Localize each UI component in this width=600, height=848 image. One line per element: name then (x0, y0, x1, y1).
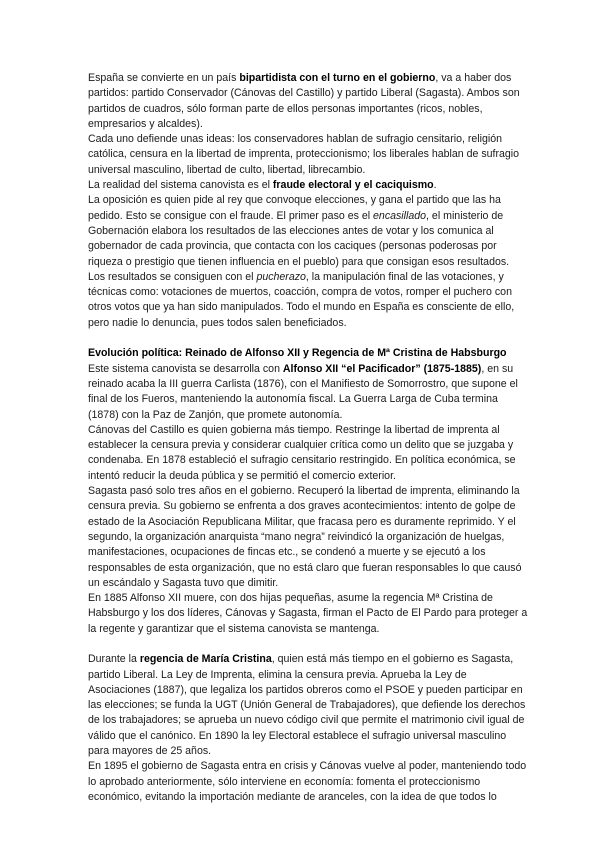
bold-alfonso: Alfonso XII “el Pacificador” (1875-1885) (282, 362, 482, 375)
paragraph-alfonso-xii: Este sistema canovista se desarrolla con Alfonso XII “el Pacificador” (1875-1885), en su reinado acaba la III guerra Carlista (1876), con el Manifiesto de Somorrostro, que supone el final de los Fueros, manteniendo la autonomía fiscal. La Guerra Larga de Cuba termina (1878) con la Paz de Zanjón, que promete autonomía. (88, 362, 518, 421)
italic-encasillado: encasillado (373, 209, 427, 222)
paragraph-ideas: Cada uno defiende unas ideas: los conservadores hablan de sufragio censitario, religión católica, censura en la libertad de imprenta, proteccionismo; los liberales hablan de sufragio universal masculino, libertad de culto, libertad, librecambio. (88, 133, 520, 176)
section-heading: Evolución política: Reinado de Alfonso XII y Regencia de Mª Cristina de Habsburgo (88, 347, 507, 360)
italic-pucherazo: pucherazo (256, 270, 306, 283)
spacer (88, 637, 528, 652)
spacer (88, 331, 528, 346)
paragraph-1885: En 1885 Alfonso XII muere, con dos hijas pequeñas, asume la regencia Mª Cristina de Habsburgo y los dos líderes, Cánovas y Sagasta, firman el Pacto de El Pardo para proteger a la regente y garantizar que el sistema canovista se mantenga. (88, 592, 528, 635)
paragraph-sagasta: Sagasta pasó solo tres años en el gobierno. Recuperó la libertad de imprenta, eliminando la censura previa. Su gobierno se enfrenta a dos graves acontecimientos: intento de golpe de estado de la Asociación Republicana Militar, que fracasa pero es duramente reprimido. Y el segundo, la organización anarquista “mano negra” reivindicó la organización de huelgas, manifestaciones, ocupaciones de fincas etc., se condenó a muerte y se ejecutó a los responsables de esta organización, que no está claro que fueran responsables lo que causó un escándalo y Sagasta tuvo que dimitir. (88, 485, 522, 589)
paragraph-realidad: La realidad del sistema canovista es el fraude electoral y el caciquismo. (88, 179, 437, 192)
paragraph-bipartidismo: España se convierte en un país bipartidista con el turno en el gobierno, va a haber dos partidos: partido Conservador (Cánovas del Castillo) y partido Liberal (Sagasta). Ambos son partidos de cuadros, sólo forman parte de ellos personas importantes (ricos, nobles, empresarios y alcaldes). (88, 72, 520, 130)
bold-regencia: regencia de María Cristina (139, 653, 272, 666)
document-page (88, 71, 528, 805)
paragraph-1895: En 1895 el gobierno de Sagasta entra en crisis y Cánovas vuelve al poder, manteniendo todo lo aprobado anteriormente, sólo interviene en economía: fomenta el proteccionismo económico, evitando la importación mediante de aranceles, con la idea de que todos lo (88, 760, 527, 803)
paragraph-regencia: Durante la regencia de María Cristina, quien está más tiempo en el gobierno es Sagasta, partido Liberal. La Ley de Imprenta, elimina la censura previa. Aprueba la Ley de Asociaciones (1887), que legaliza los partidos obreros como el PSOE y pueden participar en las elecciones; se funda la UGT (Unión General de Trabajadores), que defiende los derechos de los trabajadores; se aprueba un nuevo código civil que permite el matrimonio civil igual de válido que el canónico. En 1890 la ley Electoral establece el sufragio universal masculino para mayores de 25 años. (88, 653, 526, 758)
paragraph-oposicion: La oposición es quien pide al rey que convoque elecciones, y gana el partido que las ha pedido. Esto se consigue con el fraude. El primer paso es el encasillado, el ministerio de Gobernación elabora los resultados de las elecciones antes de votar y los comunica al gobernador de cada provincia, que contacta con los caciques (personas poderosas por riqueza o prestigio que tienen influencia en el pueblo) para que consigan esos resultados. Los resultados se consiguen con el pucherazo, la manipulación final de las votaciones, y técnicas como: votaciones de muertos, coacción, compra de votos, romper el puchero con otros votos que ya han sido manipulados. Todo el mundo en España es consciente de ello, pero nadie lo denuncia, pues todos salen beneficiados. (88, 194, 515, 329)
bold-fraude: fraude electoral y el caciquismo (272, 179, 434, 192)
paragraph-canovas: Cánovas del Castillo es quien gobierna más tiempo. Restringe la libertad de imprenta al establecer la censura previa y considerar cualquier crítica como un delito que se juzgaba y condenaba. En 1878 estableció el sufragio censitario restringido. En política económica, se intentó reducir la deuda pública y se permitió el comercio exterior. (88, 423, 516, 482)
bold-bipartidista: bipartidista con el turno en el gobierno (239, 72, 436, 84)
